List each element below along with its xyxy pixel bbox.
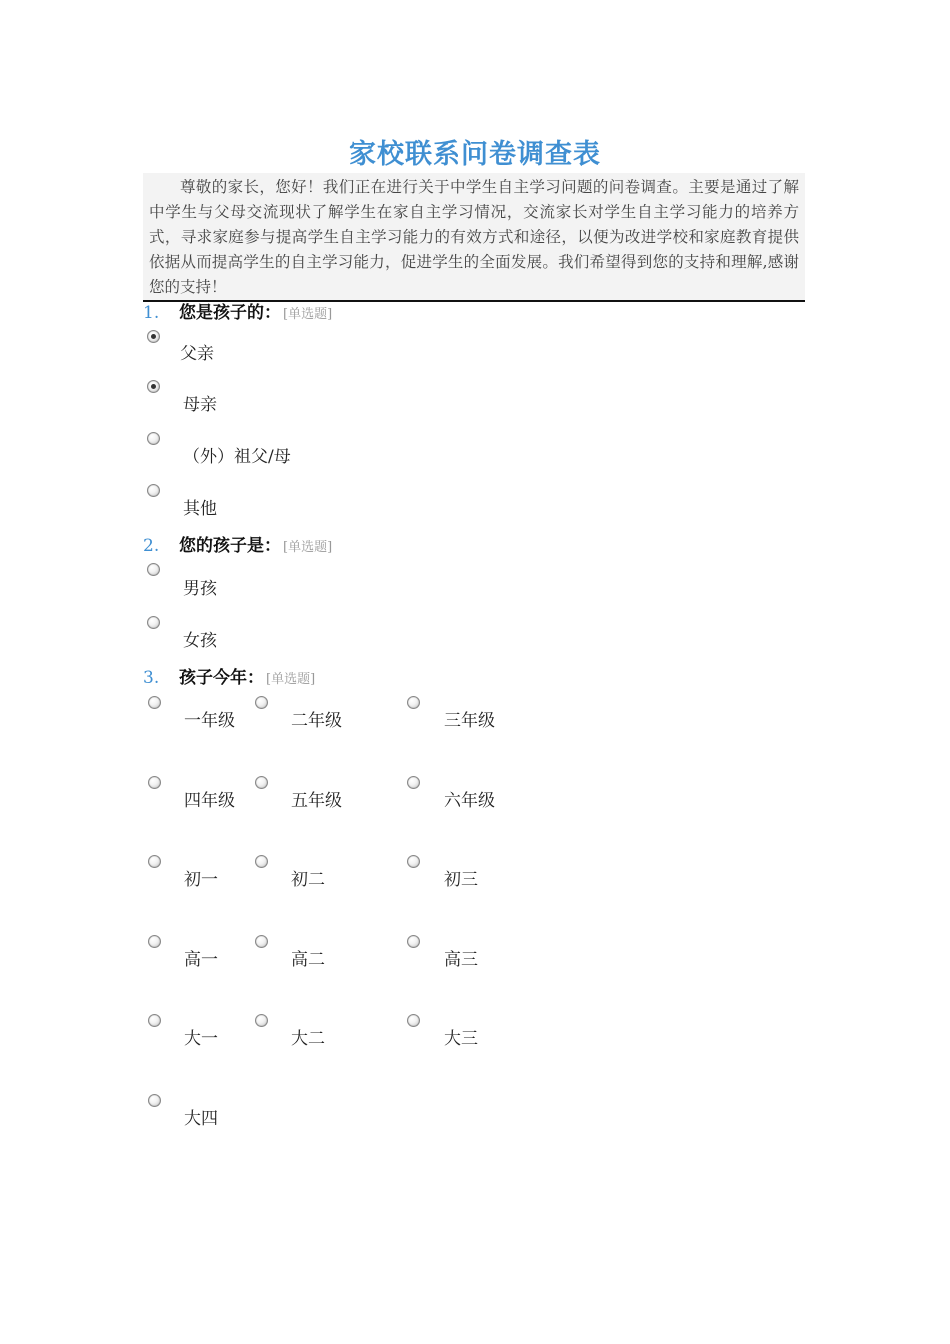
radio-grade-1[interactable]	[148, 696, 161, 709]
option-label-grade-6: 六年级	[444, 791, 495, 811]
radio-grandparent[interactable]	[147, 432, 160, 445]
option-label-grade-1: 一年级	[184, 711, 235, 731]
radio-junior-3[interactable]	[407, 855, 420, 868]
radio-boy[interactable]	[147, 563, 160, 576]
radio-grade-2[interactable]	[255, 696, 268, 709]
question-number: 1.	[143, 303, 160, 323]
radio-grade-3[interactable]	[407, 696, 420, 709]
intro-paragraph: 尊敬的家长，您好！我们正在进行关于中学生自主学习问题的问卷调查。主要是通过了解中学生与父母交流现状了解学生在家自主学习情况，交流家长对学生自主学习能力的培养方式，寻求家庭参与提高学生自主学习能力的有效方式和途径，以便为改进学校和家庭教育提供依据从而提高学生的自主学习能力，促进学生的全面发展。我们希望得到您的支持和理解,感谢您的支持！	[143, 173, 805, 302]
option-label-boy: 男孩	[183, 579, 217, 599]
question-2-header	[143, 535, 332, 557]
radio-grade-5[interactable]	[255, 776, 268, 789]
option-label-junior-1: 初一	[184, 870, 218, 890]
question-text: 您的孩子是：	[179, 536, 281, 556]
option-label-grade-3: 三年级	[444, 711, 495, 731]
radio-junior-1[interactable]	[148, 855, 161, 868]
radio-father[interactable]	[147, 330, 160, 343]
radio-senior-2[interactable]	[255, 935, 268, 948]
radio-university-4[interactable]	[148, 1094, 161, 1107]
question-3-header	[143, 667, 315, 689]
radio-university-1[interactable]	[148, 1014, 161, 1027]
option-label-university-4: 大四	[184, 1109, 218, 1129]
option-label-senior-3: 高三	[444, 950, 478, 970]
radio-mother[interactable]	[147, 380, 160, 393]
option-label-girl: 女孩	[183, 631, 217, 651]
radio-senior-1[interactable]	[148, 935, 161, 948]
radio-university-2[interactable]	[255, 1014, 268, 1027]
question-text: 您是孩子的：	[179, 303, 281, 323]
question-number: 3.	[143, 668, 160, 688]
option-label-university-1: 大一	[184, 1029, 218, 1049]
option-label-grade-5: 五年级	[291, 791, 342, 811]
radio-senior-3[interactable]	[407, 935, 420, 948]
option-label-grade-4: 四年级	[184, 791, 235, 811]
radio-grade-6[interactable]	[407, 776, 420, 789]
radio-girl[interactable]	[147, 616, 160, 629]
question-number: 2.	[143, 536, 160, 556]
page-title: 家校联系问卷调查表	[349, 139, 601, 170]
option-label-junior-2: 初二	[291, 870, 325, 890]
option-label-grandparent: （外）祖父/母	[183, 447, 291, 467]
question-1-header	[143, 302, 332, 324]
radio-grade-4[interactable]	[148, 776, 161, 789]
option-label-junior-3: 初三	[444, 870, 478, 890]
option-label-grade-2: 二年级	[291, 711, 342, 731]
option-label-senior-1: 高一	[184, 950, 218, 970]
option-label-other: 其他	[183, 499, 217, 519]
question-type: [单选题]	[283, 307, 333, 322]
option-label-father: 父亲	[180, 344, 214, 364]
radio-other[interactable]	[147, 484, 160, 497]
radio-university-3[interactable]	[407, 1014, 420, 1027]
question-text: 孩子今年：	[179, 668, 264, 688]
option-label-mother: 母亲	[183, 395, 217, 415]
radio-junior-2[interactable]	[255, 855, 268, 868]
question-type: [单选题]	[266, 672, 316, 687]
option-label-university-2: 大二	[291, 1029, 325, 1049]
option-label-senior-2: 高二	[291, 950, 325, 970]
question-type: [单选题]	[283, 540, 333, 555]
option-label-university-3: 大三	[444, 1029, 478, 1049]
